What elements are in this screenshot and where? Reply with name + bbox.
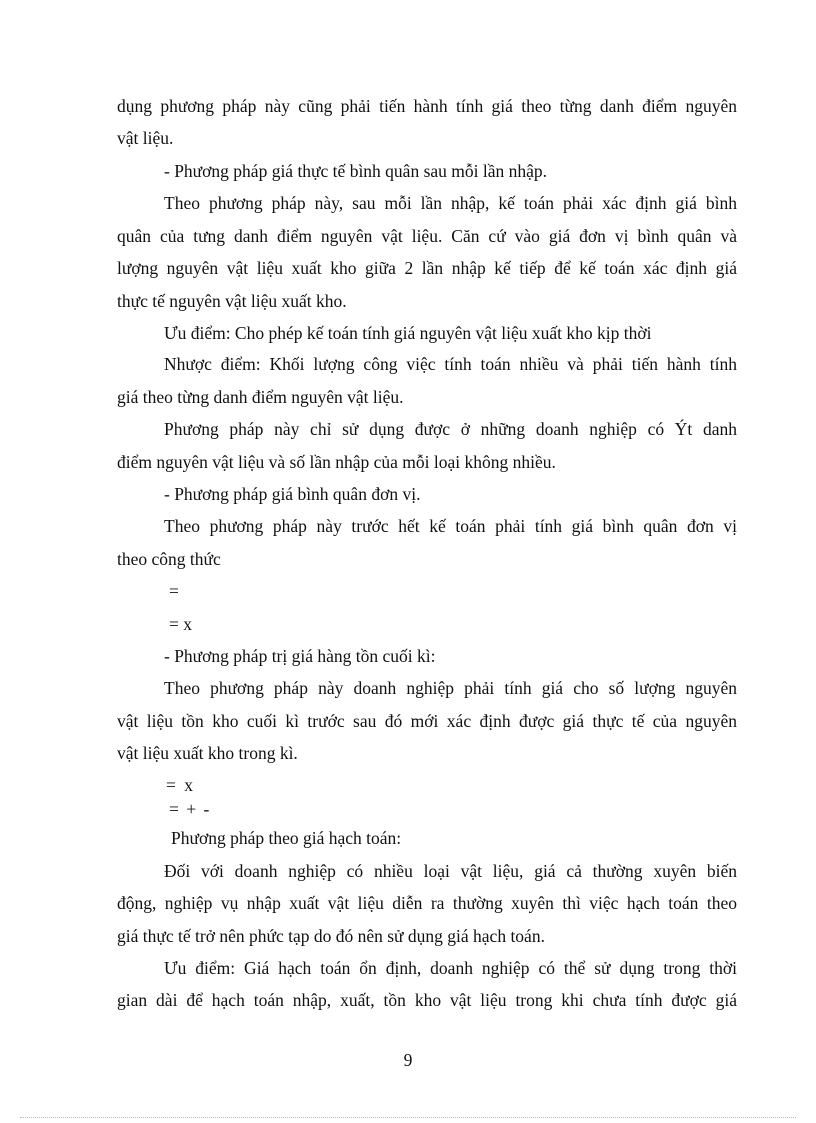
- text-line: Theo phương pháp này trước hết kế toán phải tính giá bình quân đơn vị: [164, 516, 737, 536]
- text-line: giá thực tế trở nên phức tạp do đó nên sử dụng giá hạch toán.: [117, 926, 545, 946]
- formula-line: = + -: [169, 799, 210, 819]
- text-line: vật liệu tồn kho cuối kì trước sau đó mới xác định được giá thực tế của nguyên: [117, 711, 737, 731]
- text-line: theo công thức: [117, 549, 221, 569]
- text-line: giá theo từng danh điểm nguyên vật liệu.: [117, 387, 404, 407]
- text-line: Nhược điểm: Khối lượng công việc tính toán nhiều và phải tiến hành tính: [164, 354, 737, 374]
- text-line: - Phương pháp giá bình quân đơn vị.: [164, 484, 421, 504]
- page-number: 9: [403, 1050, 413, 1070]
- text-line: Phương pháp này chỉ sử dụng được ở những doanh nghiệp có Ýt danh: [164, 419, 737, 439]
- text-line: Đối với doanh nghiệp có nhiều loại vật liệu, giá cả thường xuyên biến: [164, 861, 737, 881]
- text-line: dụng phương pháp này cũng phải tiến hành tính giá theo từng danh điểm nguyên: [117, 96, 737, 116]
- formula-line: = x: [169, 614, 192, 634]
- text-line: Theo phương pháp này, sau mỗi lần nhập, kế toán phải xác định giá bình: [164, 193, 737, 213]
- text-line: vật liệu xuất kho trong kì.: [117, 743, 298, 763]
- text-line: Phương pháp theo giá hạch toán:: [171, 828, 402, 848]
- text-line: - Phương pháp giá thực tế bình quân sau mỗi lần nhập.: [164, 161, 548, 181]
- text-line: thực tế nguyên vật liệu xuất kho.: [117, 291, 347, 311]
- text-line: Ưu điểm: Cho phép kế toán tính giá nguyên vật liệu xuất kho kịp thời: [164, 323, 652, 343]
- text-line: động, nghiệp vụ nhập xuất vật liệu diễn ra thường xuyên thì việc hạch toán theo: [117, 893, 737, 913]
- text-line: điểm nguyên vật liệu và số lần nhập của mỗi loại không nhiều.: [117, 452, 556, 472]
- text-line: vật liệu.: [117, 128, 174, 148]
- formula-line: = x: [166, 775, 193, 795]
- text-line: gian dài để hạch toán nhập, xuất, tồn kho vật liệu trong khi chưa tính được giá: [117, 990, 737, 1010]
- text-line: Ưu điểm: Giá hạch toán ổn định, doanh nghiệp có thể sử dụng trong thời: [164, 958, 737, 978]
- text-line: lượng nguyên vật liệu xuất kho giữa 2 lần nhập kế tiếp để kế toán xác định giá: [117, 258, 737, 278]
- text-line: Theo phương pháp này doanh nghiệp phải tính giá cho số lượng nguyên: [164, 678, 737, 698]
- page-bottom-divider: [20, 1117, 796, 1118]
- text-line: - Phương pháp trị giá hàng tồn cuối kì:: [164, 646, 436, 666]
- formula-line: =: [169, 581, 179, 601]
- text-line: quân của tưng danh điểm nguyên vật liệu. Căn cứ vào giá đơn vị bình quân và: [117, 226, 737, 246]
